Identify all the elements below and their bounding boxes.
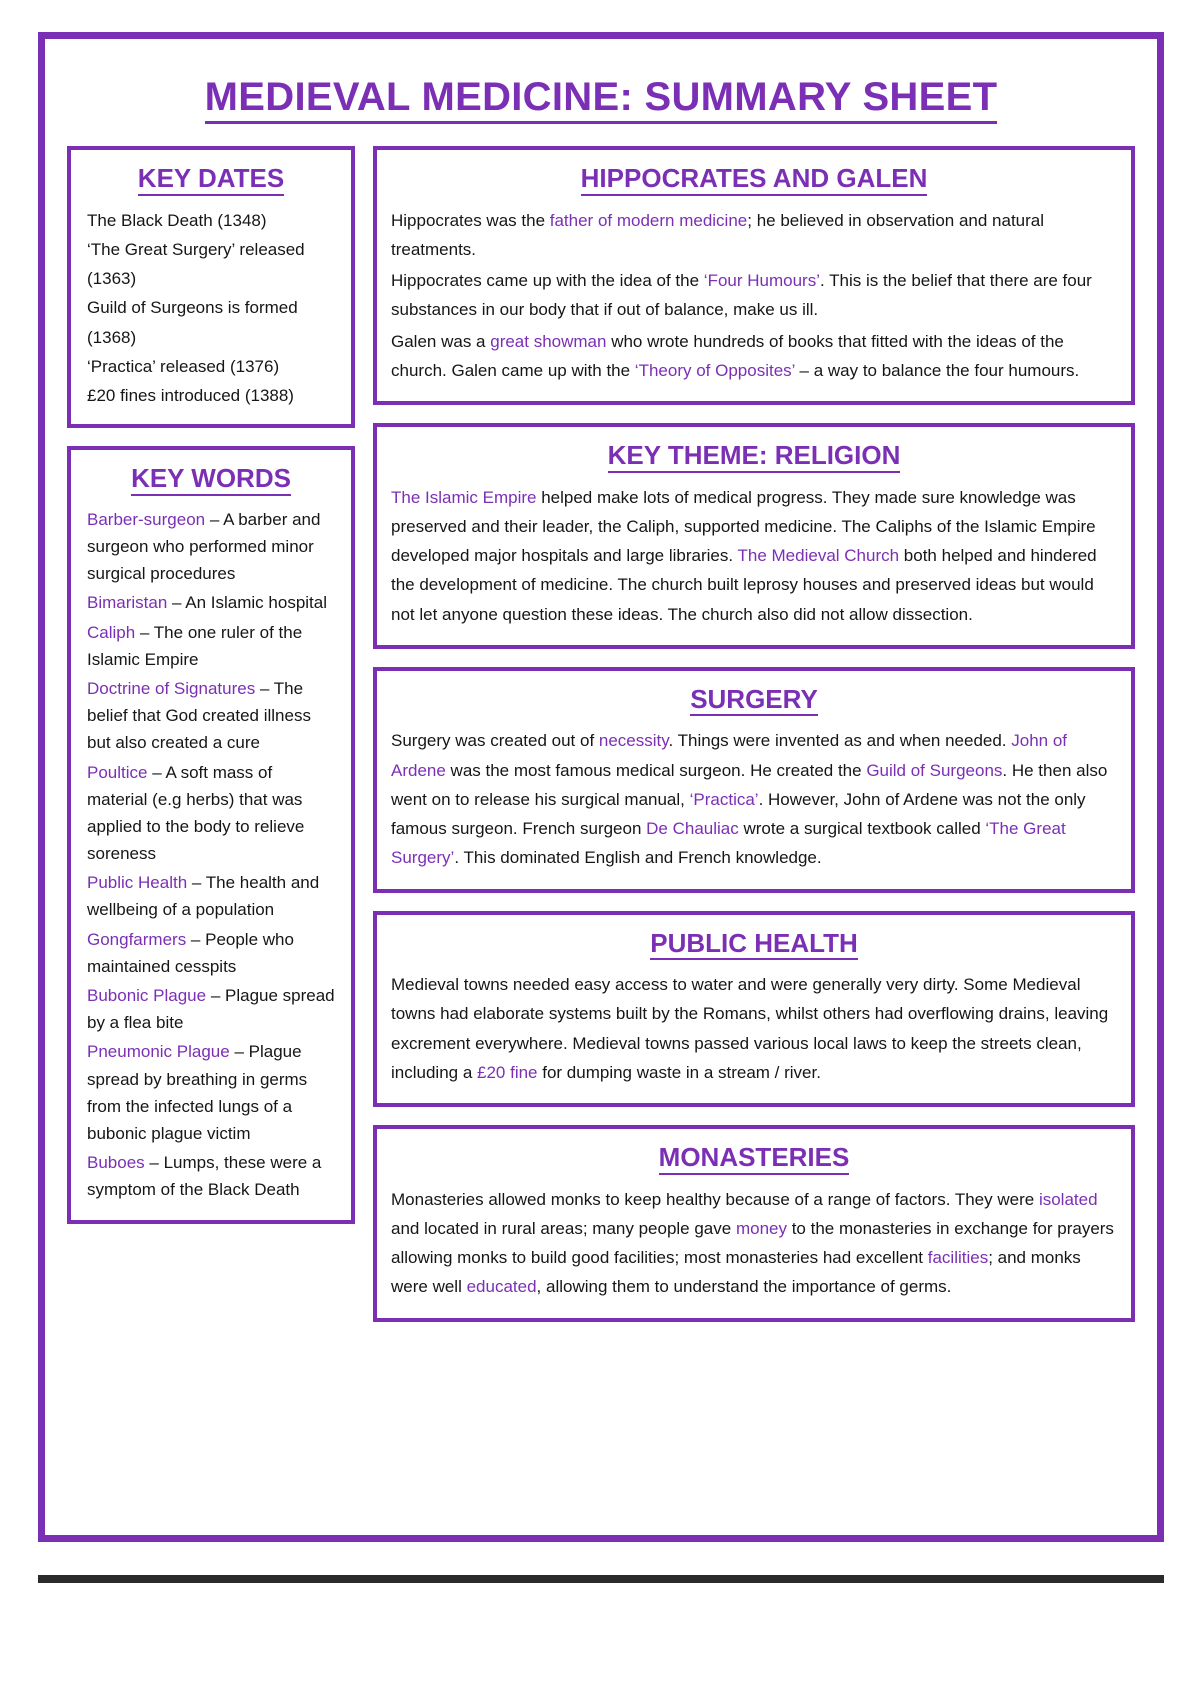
text-fragment: . This dominated English and French knowledge. (454, 848, 822, 868)
monasteries-heading-text: MONASTERIES (659, 1143, 850, 1175)
text-fragment: . This is the belief that there are four substances in our body that if out of balance, make us ill. (391, 271, 1092, 320)
key-word-definition: – A barber and surgeon who performed minor surgical procedures (87, 509, 321, 584)
key-word-term: Public Health (87, 873, 188, 893)
key-dates-heading-text: KEY DATES (138, 164, 284, 196)
key-words-heading-text: KEY WORDS (131, 464, 291, 496)
surgery-box (373, 667, 1135, 893)
highlight-term: money (735, 1218, 787, 1238)
monasteries-heading (391, 1143, 1117, 1175)
key-word-term: Bimaristan (87, 593, 168, 613)
key-words-list (85, 506, 337, 1204)
key-word-term: Doctrine of Signatures (87, 678, 256, 698)
highlight-term: facilities (927, 1248, 989, 1268)
key-word-definition: – The one ruler of the Islamic Empire (87, 622, 303, 669)
hippocrates-galen-box (373, 146, 1135, 405)
highlight-term: father of modern medicine (549, 210, 748, 230)
key-dates-box (67, 146, 355, 428)
highlight-term: educated (466, 1277, 537, 1297)
key-word-term: Buboes (87, 1153, 145, 1173)
highlight-term: necessity (598, 731, 669, 751)
list-item (87, 1149, 337, 1203)
public-health-heading (391, 929, 1117, 961)
highlight-term: great showman (490, 331, 607, 351)
key-word-definition: – The belief that God created illness but also created a cure (87, 678, 311, 753)
list-item (87, 869, 337, 923)
list-item (87, 759, 337, 868)
highlight-term: The Medieval Church (737, 546, 900, 566)
monasteries-box (373, 1125, 1135, 1322)
key-word-term: Barber-surgeon (87, 509, 206, 529)
text-fragment: . Things were invented as and when needed. (668, 731, 1012, 751)
highlight-term: The Islamic Empire (391, 487, 537, 507)
text-fragment: Hippocrates was the (391, 210, 550, 230)
religion-heading (391, 441, 1117, 473)
highlight-term: ‘Theory of Opposites’ (634, 360, 795, 380)
list-item (87, 926, 337, 980)
key-dates-list (85, 206, 337, 411)
religion-heading-text: KEY THEME: RELIGION (608, 441, 901, 473)
text-fragment: Monasteries allowed monks to keep healthy because of a range of factors. They were (391, 1189, 1039, 1209)
key-dates-heading (85, 164, 337, 196)
text-fragment: and located in rural areas; many people gave (391, 1218, 736, 1238)
key-word-term: Pneumonic Plague (87, 1042, 230, 1062)
key-word-definition: – An Islamic hospital (167, 593, 328, 613)
text-fragment: . However, John of Ardene was not the only famous surgeon. French surgeon (391, 789, 1086, 839)
key-word-definition: – Plague spread by a flea bite (87, 986, 335, 1033)
text-fragment: Hippocrates came up with the idea of the (391, 271, 704, 291)
text-fragment: wrote a surgical textbook called (738, 819, 986, 839)
key-word-definition: – A soft mass of material (e.g herbs) that was applied to the body to relieve soreness (87, 762, 305, 864)
hippocrates-paragraph-3 (391, 327, 1117, 385)
key-words-heading (85, 464, 337, 496)
text-fragment: ; and monks were well (391, 1248, 1081, 1297)
text-fragment: Galen was a (391, 331, 491, 351)
list-item: Guild of Surgeons is formed (1368) (87, 298, 298, 347)
text-fragment: Surgery was created out of (391, 731, 599, 751)
text-fragment: to the monasteries in exchange for prayers allowing monks to build good facilities; most monasteries had excellent (391, 1218, 1114, 1268)
summary-sheet-page (38, 32, 1164, 1542)
list-item (87, 675, 337, 757)
key-word-term: Gongfarmers (87, 929, 187, 949)
list-item (87, 1038, 337, 1147)
text-fragment: Medieval towns needed easy access to water and were generally very dirty. Some Medieval towns had elaborate systems built by the Romans, whilst others had overflowing drains, leaving excrement everywhere. Medieval towns passed various local laws to keep the streets clean, including a (391, 975, 1109, 1082)
key-words-box (67, 446, 355, 1223)
hippocrates-paragraph-2 (391, 266, 1117, 324)
surgery-heading-text: SURGERY (690, 685, 818, 717)
public-health-paragraph (391, 970, 1117, 1087)
highlight-term: Guild of Surgeons (866, 760, 1003, 780)
text-fragment: ; he believed in observation and natural treatments. (391, 210, 1045, 259)
highlight-term: ‘Four Humours’ (703, 271, 820, 291)
text-fragment: , allowing them to understand the importance of germs. (536, 1277, 952, 1297)
hippocrates-galen-heading (391, 164, 1117, 196)
monasteries-paragraph (391, 1185, 1117, 1302)
highlight-term: De Chauliac (646, 819, 739, 839)
surgery-heading (391, 685, 1117, 717)
bottom-divider (38, 1575, 1164, 1583)
list-item (87, 506, 337, 588)
hippocrates-paragraph-1 (391, 206, 1117, 264)
religion-paragraph (391, 483, 1117, 629)
highlight-term: ‘The Great Surgery’ (391, 819, 1066, 868)
public-health-heading-text: PUBLIC HEALTH (650, 929, 858, 961)
text-fragment: helped make lots of medical progress. They made sure knowledge was preserved and their leader, the Caliph, supported medicine. The Caliphs of the Islamic Empire developed major hospitals and large libraries. (391, 487, 1096, 566)
list-item: ‘The Great Surgery’ released (1363) (87, 239, 305, 289)
page-title-wrap (45, 39, 1157, 134)
key-word-definition: – Lumps, these were a symptom of the Black Death (87, 1153, 322, 1200)
content-columns (45, 134, 1157, 1340)
text-fragment: – a way to balance the four humours. (794, 360, 1080, 380)
public-health-box (373, 911, 1135, 1108)
page-title: MEDIEVAL MEDICINE: SUMMARY SHEET (205, 75, 998, 124)
surgery-paragraph (391, 726, 1117, 872)
list-item (87, 982, 337, 1036)
highlight-term: isolated (1038, 1189, 1098, 1209)
list-item: The Black Death (1348) (87, 210, 267, 230)
hippocrates-galen-heading-text: HIPPOCRATES AND GALEN (581, 164, 928, 196)
key-word-definition: – The health and wellbeing of a population (87, 873, 320, 920)
highlight-term: John of Ardene (391, 731, 1068, 780)
key-word-term: Poultice (87, 762, 148, 782)
text-fragment: . He then also went on to release his surgical manual, (391, 760, 1108, 809)
right-column (373, 146, 1135, 1340)
text-fragment: who wrote hundreds of books that fitted with the ideas of the church. Galen came up with the (391, 331, 1064, 380)
list-item: ‘Practica’ released (1376) (87, 356, 280, 376)
left-column (67, 146, 355, 1340)
key-word-definition: – Plague spread by breathing in germs from the infected lungs of a bubonic plague victim (87, 1042, 308, 1143)
key-word-definition: – People who maintained cesspits (87, 929, 294, 976)
religion-box (373, 423, 1135, 649)
key-word-term: Caliph (87, 622, 136, 642)
text-fragment: both helped and hindered the development of medicine. The church built leprosy houses and preserved ideas but would not let anyone question these ideas. The church also did not allow dissection. (391, 546, 1097, 624)
key-word-term: Bubonic Plague (87, 986, 207, 1006)
list-item (87, 619, 337, 673)
list-item (87, 589, 337, 616)
text-fragment: was the most famous medical surgeon. He created the (445, 760, 867, 780)
list-item: £20 fines introduced (1388) (87, 386, 294, 405)
highlight-term: £20 fine (477, 1062, 538, 1082)
highlight-term: ‘Practica’ (689, 789, 759, 809)
text-fragment: for dumping waste in a stream / river. (537, 1062, 821, 1082)
